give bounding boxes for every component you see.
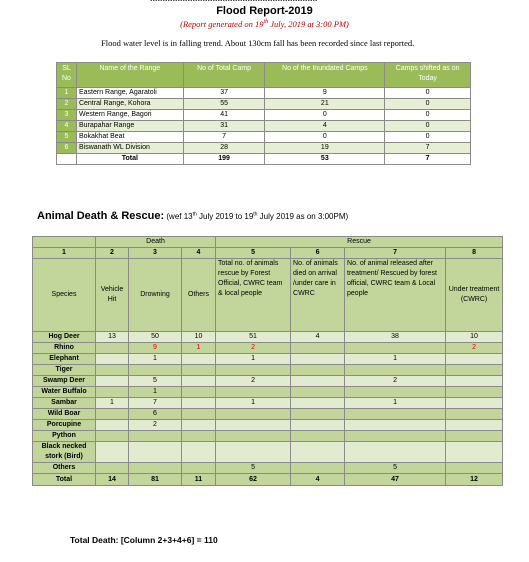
total-vehicle-hit: 14 [96, 474, 129, 486]
row-others [182, 409, 216, 420]
row-range-name: Central Range, Kohora [76, 99, 183, 110]
row-others [182, 365, 216, 376]
row-released [345, 343, 446, 354]
row-total-camp: 7 [183, 132, 265, 143]
flood-note: Flood water level is in falling trend. About 130cm fall has been recorded since last reported. [101, 38, 415, 48]
row-died [291, 431, 345, 442]
total-under-treatment: 12 [446, 474, 503, 486]
table-row [33, 398, 503, 409]
row-died [291, 376, 345, 387]
row-sl: 2 [57, 99, 77, 110]
col-inundated-camps: No of the Inundated Camps [265, 63, 385, 88]
row-rescued: 1 [216, 398, 291, 409]
row-drowning [129, 463, 182, 474]
col-number: 5 [216, 248, 291, 259]
row-drowning: 6 [129, 409, 182, 420]
row-drowning: 1 [129, 387, 182, 398]
row-others [182, 376, 216, 387]
table-row [57, 143, 471, 154]
row-rescued [216, 431, 291, 442]
total-rescued: 62 [216, 474, 291, 486]
row-under-treatment [446, 463, 503, 474]
row-drowning: 9 [129, 343, 182, 354]
row-drowning: 50 [129, 332, 182, 343]
section-heading [37, 210, 348, 222]
row-released [345, 409, 446, 420]
table-row [33, 409, 503, 420]
row-drowning: 2 [129, 420, 182, 431]
col-released: No. of animal released after treatment/ Rescued by forest official, CWRC team & Local people [345, 259, 446, 332]
row-released: 38 [345, 332, 446, 343]
table-row [33, 332, 503, 343]
row-released [345, 387, 446, 398]
animal-table [32, 236, 503, 486]
row-sl: 6 [57, 143, 77, 154]
total-label: Total [33, 474, 96, 486]
total-released: 47 [345, 474, 446, 486]
col-total-rescued: Total no. of animals rescue by Forest Official, CWRC team & local people [216, 259, 291, 332]
row-shifted: 0 [385, 121, 471, 132]
row-under-treatment [446, 398, 503, 409]
row-species: Wild Boar [33, 409, 96, 420]
row-rescued: 5 [216, 463, 291, 474]
row-died [291, 365, 345, 376]
row-species: Tiger [33, 365, 96, 376]
row-species: Porcupine [33, 420, 96, 431]
row-died [291, 354, 345, 365]
camps-total-row [57, 154, 471, 165]
row-died [291, 420, 345, 431]
row-others [182, 354, 216, 365]
row-total-camp: 28 [183, 143, 265, 154]
row-inundated: 4 [265, 121, 385, 132]
camps-table [56, 62, 471, 165]
table-row [57, 88, 471, 99]
col-number: 4 [182, 248, 216, 259]
table-row [33, 463, 503, 474]
row-shifted: 0 [385, 88, 471, 99]
table-row [33, 376, 503, 387]
row-drowning: 5 [129, 376, 182, 387]
col-camps-shifted: Camps shifted as on Today [385, 63, 471, 88]
row-died [291, 409, 345, 420]
row-sl: 4 [57, 121, 77, 132]
row-died: 4 [291, 332, 345, 343]
total-died: 4 [291, 474, 345, 486]
section-sub-c: July 2019 as on 3:00PM) [257, 212, 349, 221]
camps-header-row [57, 63, 471, 88]
row-shifted: 0 [385, 110, 471, 121]
animal-total-row [33, 474, 503, 486]
group-blank [33, 237, 96, 248]
row-rescued: 51 [216, 332, 291, 343]
row-sl: 1 [57, 88, 77, 99]
section-sub-a: (wef 13 [164, 212, 193, 221]
row-under-treatment [446, 376, 503, 387]
row-under-treatment [446, 354, 503, 365]
row-under-treatment [446, 365, 503, 376]
row-drowning [129, 431, 182, 442]
row-others [182, 387, 216, 398]
row-released: 2 [345, 376, 446, 387]
col-sl-no: SL No [57, 63, 77, 88]
row-under-treatment [446, 409, 503, 420]
row-species: Others [33, 463, 96, 474]
row-sl: 3 [57, 110, 77, 121]
row-species: Swamp Deer [33, 376, 96, 387]
row-under-treatment: 10 [446, 332, 503, 343]
table-row [33, 365, 503, 376]
row-released [345, 420, 446, 431]
row-vehicle-hit [96, 463, 129, 474]
row-inundated: 0 [265, 110, 385, 121]
row-rescued [216, 442, 291, 463]
row-vehicle-hit [96, 387, 129, 398]
row-released [345, 365, 446, 376]
row-died [291, 442, 345, 463]
row-others: 1 [182, 343, 216, 354]
row-released [345, 431, 446, 442]
subtitle-post: July, 2019 at 3:00 PM) [268, 19, 349, 29]
row-total-camp: 37 [183, 88, 265, 99]
total-label: Total [76, 154, 183, 165]
row-under-treatment [446, 420, 503, 431]
row-sl: 5 [57, 132, 77, 143]
row-died [291, 463, 345, 474]
group-death: Death [96, 237, 216, 248]
row-species: Black necked stork (Bird) [33, 442, 96, 463]
row-species: Elephant [33, 354, 96, 365]
table-row [57, 121, 471, 132]
row-under-treatment: 2 [446, 343, 503, 354]
row-range-name: Bokakhat Beat [76, 132, 183, 143]
row-vehicle-hit [96, 354, 129, 365]
column-number-row [33, 248, 503, 259]
row-under-treatment [446, 442, 503, 463]
row-vehicle-hit [96, 365, 129, 376]
row-released: 1 [345, 354, 446, 365]
subtitle-sup: th [263, 19, 269, 26]
table-row [33, 387, 503, 398]
row-species: Sambar [33, 398, 96, 409]
row-inundated: 21 [265, 99, 385, 110]
row-rescued [216, 409, 291, 420]
total-blank-cell [57, 154, 77, 165]
row-vehicle-hit [96, 343, 129, 354]
row-others: 10 [182, 332, 216, 343]
group-rescue: Rescue [216, 237, 503, 248]
row-total-camp: 55 [183, 99, 265, 110]
group-header-row [33, 237, 503, 248]
col-drowning: Drowning [129, 259, 182, 332]
row-shifted: 0 [385, 132, 471, 143]
col-number: 2 [96, 248, 129, 259]
table-row [33, 420, 503, 431]
row-under-treatment [446, 431, 503, 442]
row-others [182, 420, 216, 431]
subtitle-pre: (Report generated on 19 [180, 19, 264, 29]
section-subtitle [164, 212, 348, 221]
row-others [182, 442, 216, 463]
col-total-camp: No of Total Camp [183, 63, 265, 88]
row-inundated: 0 [265, 132, 385, 143]
table-row [57, 132, 471, 143]
table-row [57, 110, 471, 121]
row-died [291, 387, 345, 398]
row-rescued [216, 387, 291, 398]
row-died [291, 343, 345, 354]
cut-off-header-text [150, 0, 390, 2]
row-species: Rhino [33, 343, 96, 354]
row-rescued: 1 [216, 354, 291, 365]
col-number: 6 [291, 248, 345, 259]
row-vehicle-hit [96, 442, 129, 463]
col-died-on-arrival: No. of animals died on arrival /under care in CWRC [291, 259, 345, 332]
col-others: Others [182, 259, 216, 332]
total-shifted-sum: 7 [385, 154, 471, 165]
row-total-camp: 41 [183, 110, 265, 121]
table-row [33, 442, 503, 463]
row-released: 5 [345, 463, 446, 474]
row-vehicle-hit: 13 [96, 332, 129, 343]
row-inundated: 19 [265, 143, 385, 154]
section-sup-b: th [253, 211, 258, 218]
row-drowning: 1 [129, 354, 182, 365]
row-range-name: Biswanath WL Division [76, 143, 183, 154]
row-range-name: Eastern Range, Agaratoli [76, 88, 183, 99]
row-rescued: 2 [216, 343, 291, 354]
row-others [182, 431, 216, 442]
total-inundated-sum: 53 [265, 154, 385, 165]
row-vehicle-hit [96, 420, 129, 431]
row-drowning [129, 442, 182, 463]
col-under-treatment: Under treatment (CWRC) [446, 259, 503, 332]
row-total-camp: 31 [183, 121, 265, 132]
col-number: 1 [33, 248, 96, 259]
total-others: 11 [182, 474, 216, 486]
total-drowning: 81 [129, 474, 182, 486]
col-range-name: Name of the Range [76, 63, 183, 88]
section-sub-b: July 2019 to 19 [196, 212, 254, 221]
col-number: 3 [129, 248, 182, 259]
row-rescued [216, 420, 291, 431]
section-title: Animal Death & Rescue: [37, 210, 165, 222]
row-others [182, 463, 216, 474]
row-died [291, 398, 345, 409]
row-shifted: 0 [385, 99, 471, 110]
row-range-name: Western Range, Bagori [76, 110, 183, 121]
total-death-summary: Total Death: [Column 2+3+4+6] = 110 [70, 535, 218, 545]
row-range-name: Burapahar Range [76, 121, 183, 132]
row-inundated: 9 [265, 88, 385, 99]
total-camp-sum: 199 [183, 154, 265, 165]
report-title: Flood Report-2019 [216, 5, 313, 17]
row-species: Water Buffalo [33, 387, 96, 398]
row-species: Hog Deer [33, 332, 96, 343]
section-sup-a: th [192, 211, 197, 218]
row-vehicle-hit [96, 431, 129, 442]
row-released: 1 [345, 398, 446, 409]
row-others [182, 398, 216, 409]
row-drowning: 7 [129, 398, 182, 409]
col-species: Species [33, 259, 96, 332]
row-species: Python [33, 431, 96, 442]
row-vehicle-hit: 1 [96, 398, 129, 409]
row-rescued: 2 [216, 376, 291, 387]
row-vehicle-hit [96, 376, 129, 387]
table-row [33, 354, 503, 365]
report-subtitle [0, 19, 529, 29]
col-vehicle-hit: Vehicle Hit [96, 259, 129, 332]
table-row [33, 431, 503, 442]
col-number: 7 [345, 248, 446, 259]
row-vehicle-hit [96, 409, 129, 420]
row-shifted: 7 [385, 143, 471, 154]
row-rescued [216, 365, 291, 376]
column-header-row [33, 259, 503, 332]
row-under-treatment [446, 387, 503, 398]
table-row [57, 99, 471, 110]
row-released [345, 442, 446, 463]
col-number: 8 [446, 248, 503, 259]
table-row [33, 343, 503, 354]
row-drowning [129, 365, 182, 376]
